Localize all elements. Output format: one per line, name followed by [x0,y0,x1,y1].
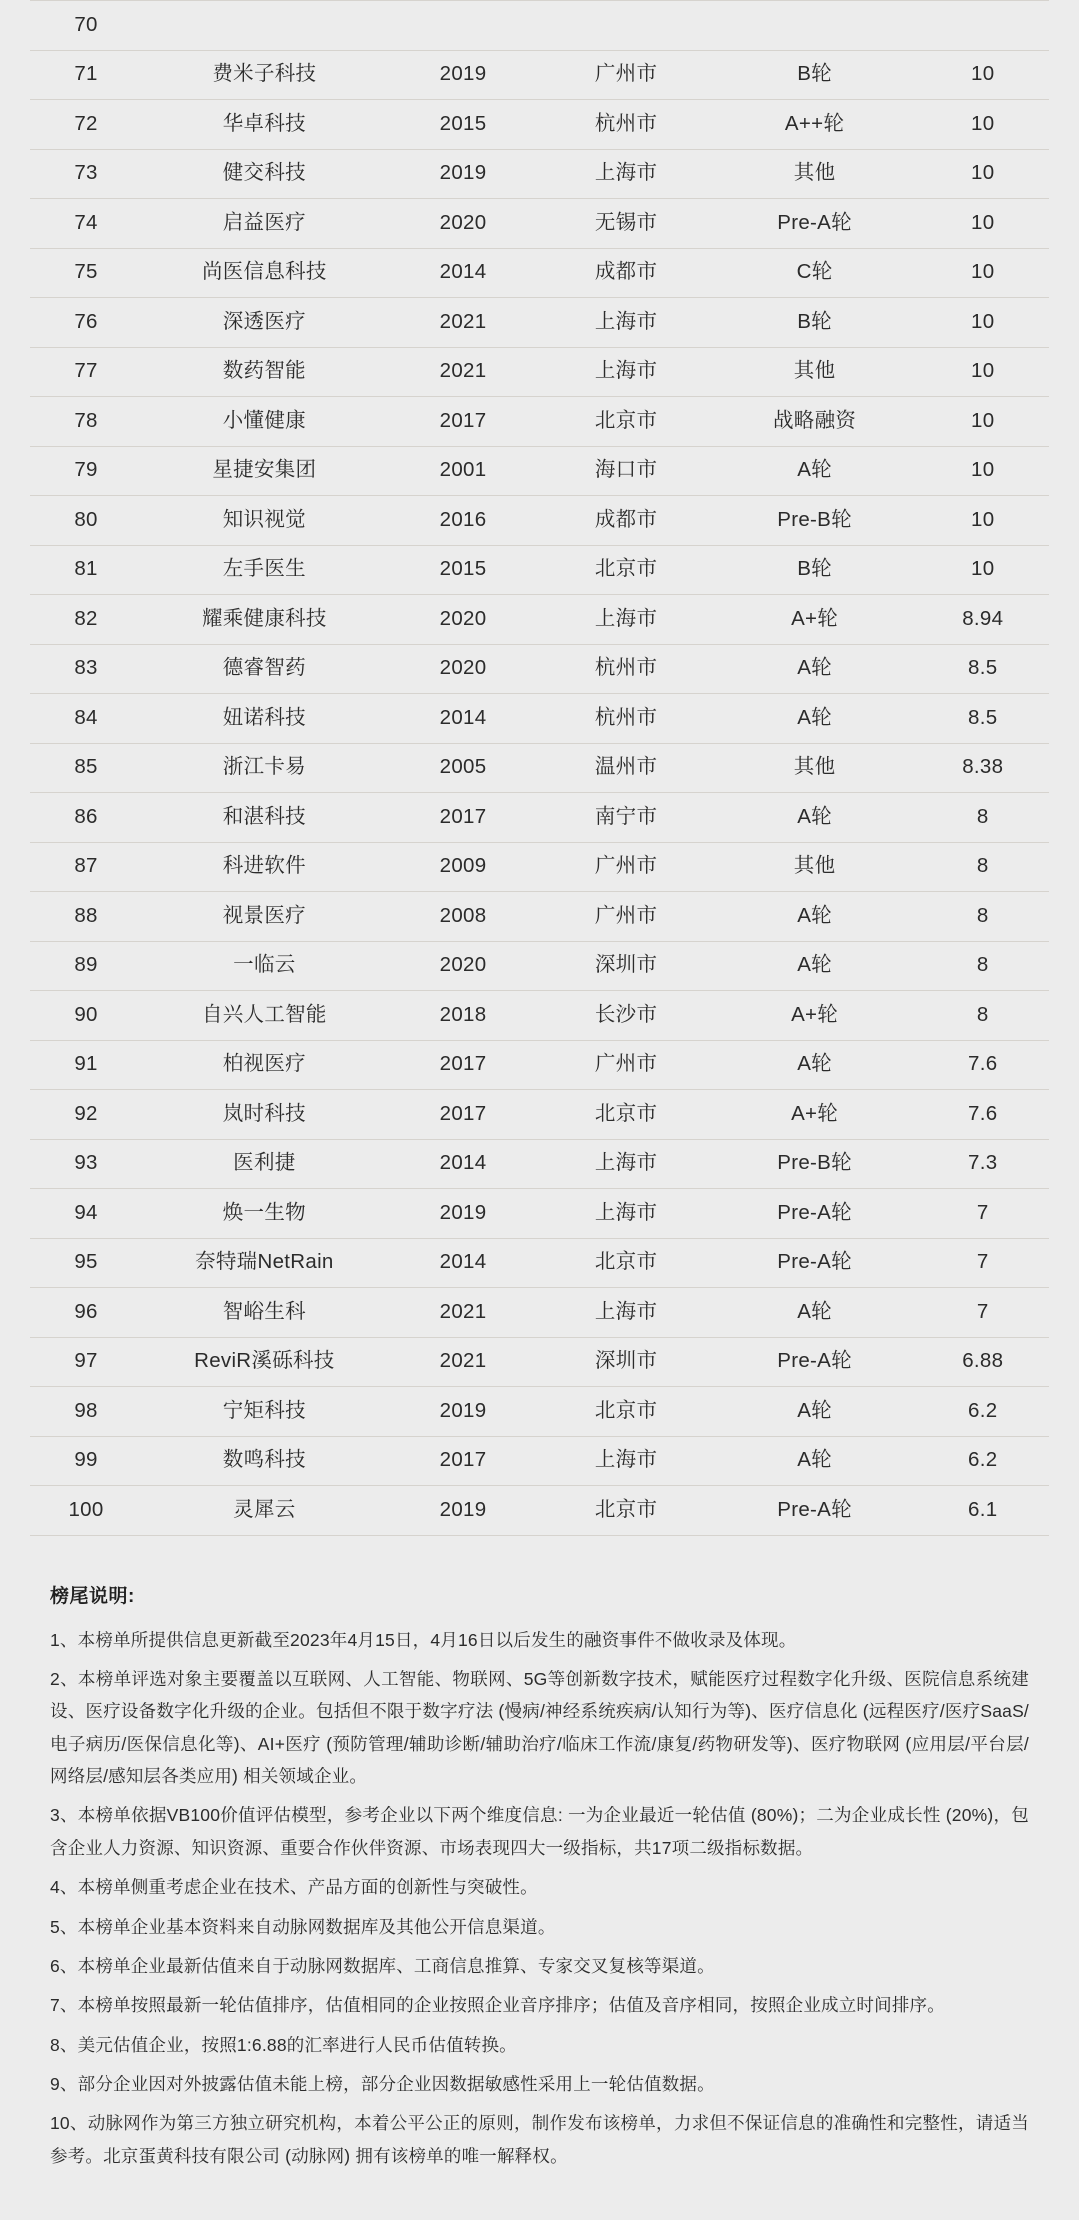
table-row [30,1337,1049,1387]
note-item: 6、本榜单企业最新估值来自于动脉网数据库、工商信息推算、专家交叉复核等渠道。 [50,1955,715,1976]
cell-funding-round: A+轮 [713,1090,917,1140]
table-row [30,1040,1049,1090]
cell-valuation: 8 [916,941,1049,991]
cell-valuation: 7 [916,1189,1049,1239]
cell-company-name: ReviR溪砾科技 [142,1337,387,1387]
table-row [30,941,1049,991]
cell-founded-year: 2015 [387,545,540,595]
table-row [30,298,1049,348]
cell-company-name: 奈特瑞NetRain [142,1238,387,1288]
cell-valuation: 6.2 [916,1387,1049,1437]
cell-company-name: 启益医疗 [142,199,387,249]
cell-founded-year: 2017 [387,1090,540,1140]
cell-founded-year: 2019 [387,149,540,199]
cell-founded-year: 2020 [387,199,540,249]
cell-rank: 71 [30,50,142,100]
cell-valuation: 6.88 [916,1337,1049,1387]
cell-company-name: 智峪生科 [142,1288,387,1338]
cell-rank: 82 [30,595,142,645]
cell-city: 北京市 [539,1387,712,1437]
table-row [30,397,1049,447]
cell-valuation: 10 [916,248,1049,298]
table-row [30,644,1049,694]
note-item: 1、本榜单所提供信息更新截至2023年4月15日，4月16日以后发生的融资事件不做收录及体现。 [50,1629,797,1650]
cell-city: 深圳市 [539,1337,712,1387]
table-row [30,1238,1049,1288]
cell-valuation: 7.6 [916,1040,1049,1090]
cell-founded-year: 2014 [387,1139,540,1189]
cell-city: 上海市 [539,1189,712,1239]
cell-city: 上海市 [539,595,712,645]
cell-city: 深圳市 [539,941,712,991]
cell-company-name: 一临云 [142,941,387,991]
cell-founded-year: 2008 [387,892,540,942]
cell-company-name: 浙江卡易 [142,743,387,793]
table-row [30,793,1049,843]
cell-city: 成都市 [539,496,712,546]
cell-company-name: 知识视觉 [142,496,387,546]
cell-valuation [916,1,1049,51]
cell-company-name: 健交科技 [142,149,387,199]
cell-rank: 88 [30,892,142,942]
cell-founded-year: 2016 [387,496,540,546]
cell-valuation: 8.94 [916,595,1049,645]
cell-funding-round: A轮 [713,1288,917,1338]
table-row [30,1486,1049,1536]
cell-rank: 78 [30,397,142,447]
cell-company-name: 尚医信息科技 [142,248,387,298]
table-row [30,595,1049,645]
cell-funding-round: A轮 [713,1387,917,1437]
cell-company-name: 宁矩科技 [142,1387,387,1437]
table-row-partial [30,1,1049,51]
cell-funding-round: 其他 [713,149,917,199]
cell-valuation: 10 [916,397,1049,447]
table-row [30,1288,1049,1338]
cell-valuation: 10 [916,298,1049,348]
cell-company-name: 医利捷 [142,1139,387,1189]
cell-founded-year: 2019 [387,1387,540,1437]
cell-funding-round: Pre-A轮 [713,1337,917,1387]
cell-valuation: 7 [916,1238,1049,1288]
cell-funding-round: A轮 [713,644,917,694]
cell-company-name: 科进软件 [142,842,387,892]
cell-founded-year: 2017 [387,793,540,843]
cell-founded-year: 2019 [387,1189,540,1239]
cell-company-name: 华卓科技 [142,100,387,150]
cell-city: 南宁市 [539,793,712,843]
table-row [30,1090,1049,1140]
cell-rank: 97 [30,1337,142,1387]
cell-funding-round: A+轮 [713,991,917,1041]
table-row [30,743,1049,793]
notes-list [50,1624,1029,2173]
cell-rank: 100 [30,1486,142,1536]
note-item: 8、美元估值企业，按照1:6.88的汇率进行人民币估值转换。 [50,2034,517,2055]
cell-rank: 72 [30,100,142,150]
cell-city: 成都市 [539,248,712,298]
cell-city: 杭州市 [539,694,712,744]
cell-valuation: 8 [916,842,1049,892]
cell-city: 上海市 [539,149,712,199]
cell-founded-year: 2017 [387,1436,540,1486]
cell-company-name: 柏视医疗 [142,1040,387,1090]
cell-founded-year: 2015 [387,100,540,150]
table-row [30,446,1049,496]
cell-city: 上海市 [539,1436,712,1486]
cell-city: 北京市 [539,1486,712,1536]
cell-valuation: 6.2 [916,1436,1049,1486]
cell-rank: 93 [30,1139,142,1189]
cell-valuation: 6.1 [916,1486,1049,1536]
cell-funding-round: A轮 [713,694,917,744]
cell-valuation: 10 [916,199,1049,249]
cell-company-name: 焕一生物 [142,1189,387,1239]
cell-funding-round: C轮 [713,248,917,298]
cell-city: 上海市 [539,1139,712,1189]
cell-valuation: 10 [916,100,1049,150]
cell-founded-year: 2014 [387,1238,540,1288]
cell-rank: 89 [30,941,142,991]
cell-valuation: 10 [916,347,1049,397]
table-row [30,892,1049,942]
note-item: 7、本榜单按照最新一轮估值排序，估值相同的企业按照企业音序排序；估值及音序相同，按照企业成立时间排序。 [50,1995,945,2016]
cell-city: 北京市 [539,1090,712,1140]
note-item: 9、部分企业因对外披露估值未能上榜，部分企业因数据敏感性采用上一轮估值数据。 [50,2074,715,2094]
cell-funding-round: 其他 [713,842,917,892]
table-row [30,991,1049,1041]
cell-rank: 84 [30,694,142,744]
cell-company-name: 自兴人工智能 [142,991,387,1041]
table-row [30,347,1049,397]
cell-funding-round: A轮 [713,1436,917,1486]
cell-company-name: 灵犀云 [142,1486,387,1536]
table-row [30,1436,1049,1486]
cell-rank: 95 [30,1238,142,1288]
cell-city: 北京市 [539,545,712,595]
cell-company-name: 小懂健康 [142,397,387,447]
notes-title: 榜尾说明: [50,1585,135,1607]
cell-founded-year: 2021 [387,1288,540,1338]
cell-city: 广州市 [539,842,712,892]
cell-valuation: 10 [916,149,1049,199]
cell-city: 上海市 [539,1288,712,1338]
cell-city: 上海市 [539,298,712,348]
cell-city: 北京市 [539,397,712,447]
cell-founded-year: 2020 [387,595,540,645]
cell-funding-round: A轮 [713,1040,917,1090]
cell-city: 广州市 [539,892,712,942]
cell-funding-round: B轮 [713,50,917,100]
cell-funding-round: Pre-B轮 [713,1139,917,1189]
cell-company-name [142,1,387,51]
cell-founded-year: 2014 [387,694,540,744]
cell-valuation: 8 [916,793,1049,843]
cell-valuation: 7.3 [916,1139,1049,1189]
table-row [30,545,1049,595]
note-item: 5、本榜单企业基本资料来自动脉网数据库及其他公开信息渠道。 [50,1916,556,1937]
cell-founded-year: 2021 [387,1337,540,1387]
cell-funding-round: Pre-A轮 [713,1189,917,1239]
table-row [30,1139,1049,1189]
cell-company-name: 费米子科技 [142,50,387,100]
cell-founded-year: 2019 [387,50,540,100]
ranking-table [30,0,1049,1536]
cell-rank: 87 [30,842,142,892]
table-row [30,248,1049,298]
cell-funding-round: A轮 [713,892,917,942]
table-row [30,694,1049,744]
cell-rank: 90 [30,991,142,1041]
cell-rank: 73 [30,149,142,199]
cell-company-name: 耀乘健康科技 [142,595,387,645]
cell-rank: 70 [30,1,142,51]
cell-rank: 77 [30,347,142,397]
cell-rank: 79 [30,446,142,496]
cell-founded-year: 2020 [387,644,540,694]
cell-founded-year: 2019 [387,1486,540,1536]
cell-funding-round: A轮 [713,941,917,991]
cell-valuation: 8.5 [916,644,1049,694]
cell-funding-round: Pre-A轮 [713,1486,917,1536]
cell-funding-round: Pre-B轮 [713,496,917,546]
cell-funding-round: A轮 [713,446,917,496]
cell-valuation: 10 [916,446,1049,496]
cell-founded-year: 2017 [387,397,540,447]
cell-valuation: 8 [916,991,1049,1041]
cell-founded-year: 2014 [387,248,540,298]
cell-company-name: 和湛科技 [142,793,387,843]
cell-rank: 85 [30,743,142,793]
cell-valuation: 8.38 [916,743,1049,793]
cell-funding-round: 战略融资 [713,397,917,447]
table-row [30,199,1049,249]
table-row [30,842,1049,892]
cell-rank: 92 [30,1090,142,1140]
cell-city [539,1,712,51]
table-row [30,496,1049,546]
cell-funding-round: 其他 [713,347,917,397]
cell-funding-round: Pre-A轮 [713,199,917,249]
cell-city: 广州市 [539,1040,712,1090]
table-row [30,1189,1049,1239]
cell-funding-round: B轮 [713,545,917,595]
cell-founded-year: 2018 [387,991,540,1041]
cell-founded-year [387,1,540,51]
cell-valuation: 10 [916,50,1049,100]
cell-company-name: 左手医生 [142,545,387,595]
cell-rank: 94 [30,1189,142,1239]
cell-company-name: 深透医疗 [142,298,387,348]
cell-company-name: 岚时科技 [142,1090,387,1140]
cell-rank: 98 [30,1387,142,1437]
cell-founded-year: 2005 [387,743,540,793]
cell-founded-year: 2021 [387,347,540,397]
table-row [30,1387,1049,1437]
cell-rank: 75 [30,248,142,298]
cell-city: 上海市 [539,347,712,397]
cell-founded-year: 2020 [387,941,540,991]
cell-funding-round: A+轮 [713,595,917,645]
cell-funding-round [713,1,917,51]
footer-notes [50,1581,1029,2220]
cell-company-name: 数鸣科技 [142,1436,387,1486]
note-item: 10、动脉网作为第三方独立研究机构，本着公平公正的原则，制作发布该榜单，力求但不保证信息的准确性和完整性，请适当参考。北京蛋黄科技有限公司 (动脉网) 拥有该榜单的唯一解释权。 [50,2113,1029,2166]
cell-rank: 86 [30,793,142,843]
cell-city: 广州市 [539,50,712,100]
cell-founded-year: 2017 [387,1040,540,1090]
table-row [30,100,1049,150]
cell-rank: 81 [30,545,142,595]
cell-rank: 91 [30,1040,142,1090]
cell-company-name: 星捷安集团 [142,446,387,496]
cell-company-name: 妞诺科技 [142,694,387,744]
cell-rank: 76 [30,298,142,348]
note-item: 2、本榜单评选对象主要覆盖以互联网、人工智能、物联网、5G等创新数字技术，赋能医疗过程数字化升级、医院信息系统建设、医疗设备数字化升级的企业。包括但不限于数字疗法 (慢病/神经系统疾病/认知行为等)、医疗信息化 (远程医疗/医疗SaaS/电子病历/医保信息化等)、AI+医疗 (预防管理/辅助诊断/辅助治疗/临床工作流/康复/药物研发等)、医疗物联网 (应用层/平台层/网络层/感知层各类应用) 相关领域企业。 [50,1668,1029,1786]
cell-valuation: 10 [916,545,1049,595]
cell-company-name: 数药智能 [142,347,387,397]
cell-city: 杭州市 [539,644,712,694]
cell-valuation: 10 [916,496,1049,546]
cell-city: 北京市 [539,1238,712,1288]
cell-rank: 80 [30,496,142,546]
cell-company-name: 视景医疗 [142,892,387,942]
table-row [30,50,1049,100]
cell-founded-year: 2021 [387,298,540,348]
cell-funding-round: B轮 [713,298,917,348]
cell-funding-round: 其他 [713,743,917,793]
note-item: 3、本榜单依据VB100价值评估模型，参考企业以下两个维度信息: 一为企业最近一轮估值 (80%)；二为企业成长性 (20%)，包含企业人力资源、知识资源、重要合作伙伴资源、市场表现四大一级指标，共17项二级指标数据。 [50,1805,1029,1858]
ranking-table-body [30,1,1049,1536]
cell-valuation: 7 [916,1288,1049,1338]
cell-founded-year: 2009 [387,842,540,892]
cell-rank: 96 [30,1288,142,1338]
cell-city: 杭州市 [539,100,712,150]
cell-valuation: 8 [916,892,1049,942]
cell-funding-round: Pre-A轮 [713,1238,917,1288]
cell-valuation: 7.6 [916,1090,1049,1140]
cell-founded-year: 2001 [387,446,540,496]
cell-rank: 99 [30,1436,142,1486]
note-item: 4、本榜单侧重考虑企业在技术、产品方面的创新性与突破性。 [50,1877,538,1898]
cell-funding-round: A++轮 [713,100,917,150]
cell-city: 温州市 [539,743,712,793]
table-row [30,149,1049,199]
cell-city: 无锡市 [539,199,712,249]
cell-city: 海口市 [539,446,712,496]
cell-valuation: 8.5 [916,694,1049,744]
cell-company-name: 德睿智药 [142,644,387,694]
cell-rank: 74 [30,199,142,249]
cell-funding-round: A轮 [713,793,917,843]
cell-rank: 83 [30,644,142,694]
cell-city: 长沙市 [539,991,712,1041]
